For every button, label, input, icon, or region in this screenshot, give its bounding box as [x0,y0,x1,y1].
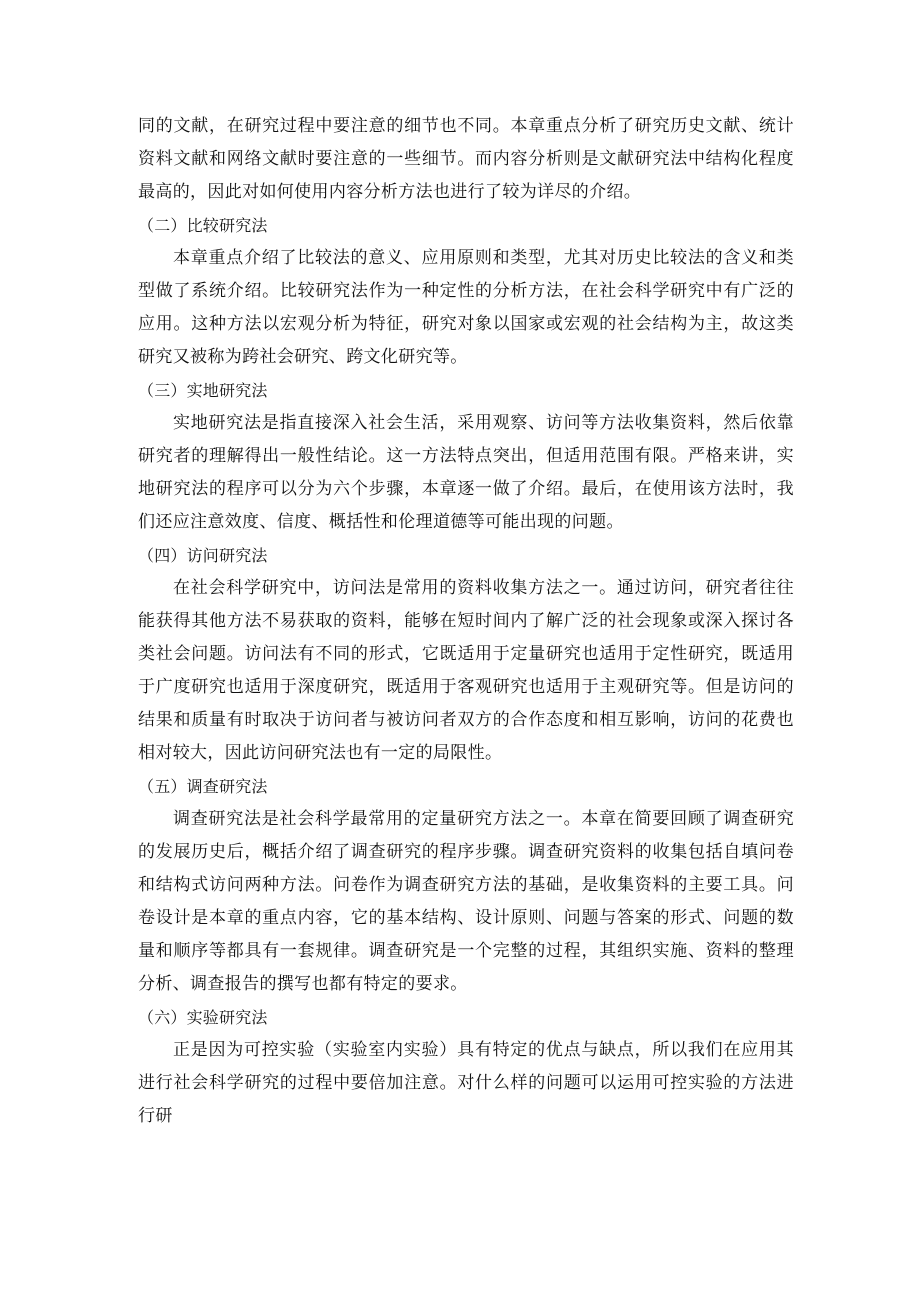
paragraph-survey-research: 调查研究法是社会科学最常用的定量研究方法之一。本章在简要回顾了调查研究的发展历史后，概括介绍了调查研究的程序步骤。调查研究资料的收集包括自填问卷和结构式访问两种方法。问卷作为调查研究方法的基础，是收集资料的主要工具。问卷设计是本章的重点内容，它的基本结构、设计原则、问题与答案的形式、问题的数量和顺序等都具有一套规律。调查研究是一个完整的过程，其组织实施、资料的整理分析、调查报告的撰写也都有特定的要求。 [138,809,794,994]
paragraph-interview-research: 在社会科学研究中，访问法是常用的资料收集方法之一。通过访问，研究者往往能获得其他方法不易获取的资料，能够在短时间内了解广泛的社会现象或深入探讨各类社会问题。访问法有不同的形式，它既适用于定量研究也适用于定性研究，既适用于广度研究也适用于深度研究，既适用于客观研究也适用于主观研究等。但是访问的结果和质量有时取决于访问者与被访问者双方的合作态度和相互影响，访问的花费也相对较大，因此访问研究法也有一定的局限性。 [138,578,794,763]
heading-survey-research: （五）调查研究法 [138,777,268,796]
heading-interview-research: （四）访问研究法 [138,546,268,565]
heading-experimental-research: （六）实验研究法 [138,1008,268,1027]
document-page [138,110,794,1133]
paragraph-comparative-research: 本章重点介绍了比较法的意义、应用原则和类型，尤其对历史比较法的含义和类型做了系统介绍。比较研究法作为一种定性的分析方法，在社会科学研究中有广泛的应用。这种方法以宏观分析为特征，研究对象以国家或宏观的社会结构为主，故这类研究又被称为跨社会研究、跨文化研究等。 [138,248,794,367]
heading-field-research: （三）实地研究法 [138,381,268,400]
paragraph-field-research: 实地研究法是指直接深入社会生活，采用观察、访问等方法收集资料，然后依靠研究者的理解得出一般性结论。这一方法特点突出，但适用范围有限。严格来讲，实地研究法的程序可以分为六个步骤，本章逐一做了介绍。最后，在使用该方法时，我们还应注意效度、信度、概括性和伦理道德等可能出现的问题。 [138,413,794,532]
paragraph-experimental-research: 正是因为可控实验（实验室内实验）具有特定的优点与缺点，所以我们在应用其进行社会科学研究的过程中要倍加注意。对什么样的问题可以运用可控实验的方法进行研 [138,1040,794,1126]
heading-comparative-research: （二）比较研究法 [138,216,268,235]
paragraph-document-research-intro: 同的文献，在研究过程中要注意的细节也不同。本章重点分析了研究历史文献、统计资料文献和网络文献时要注意的一些细节。而内容分析则是文献研究法中结构化程度最高的，因此对如何使用内容分析方法也进行了较为详尽的介绍。 [138,116,794,202]
